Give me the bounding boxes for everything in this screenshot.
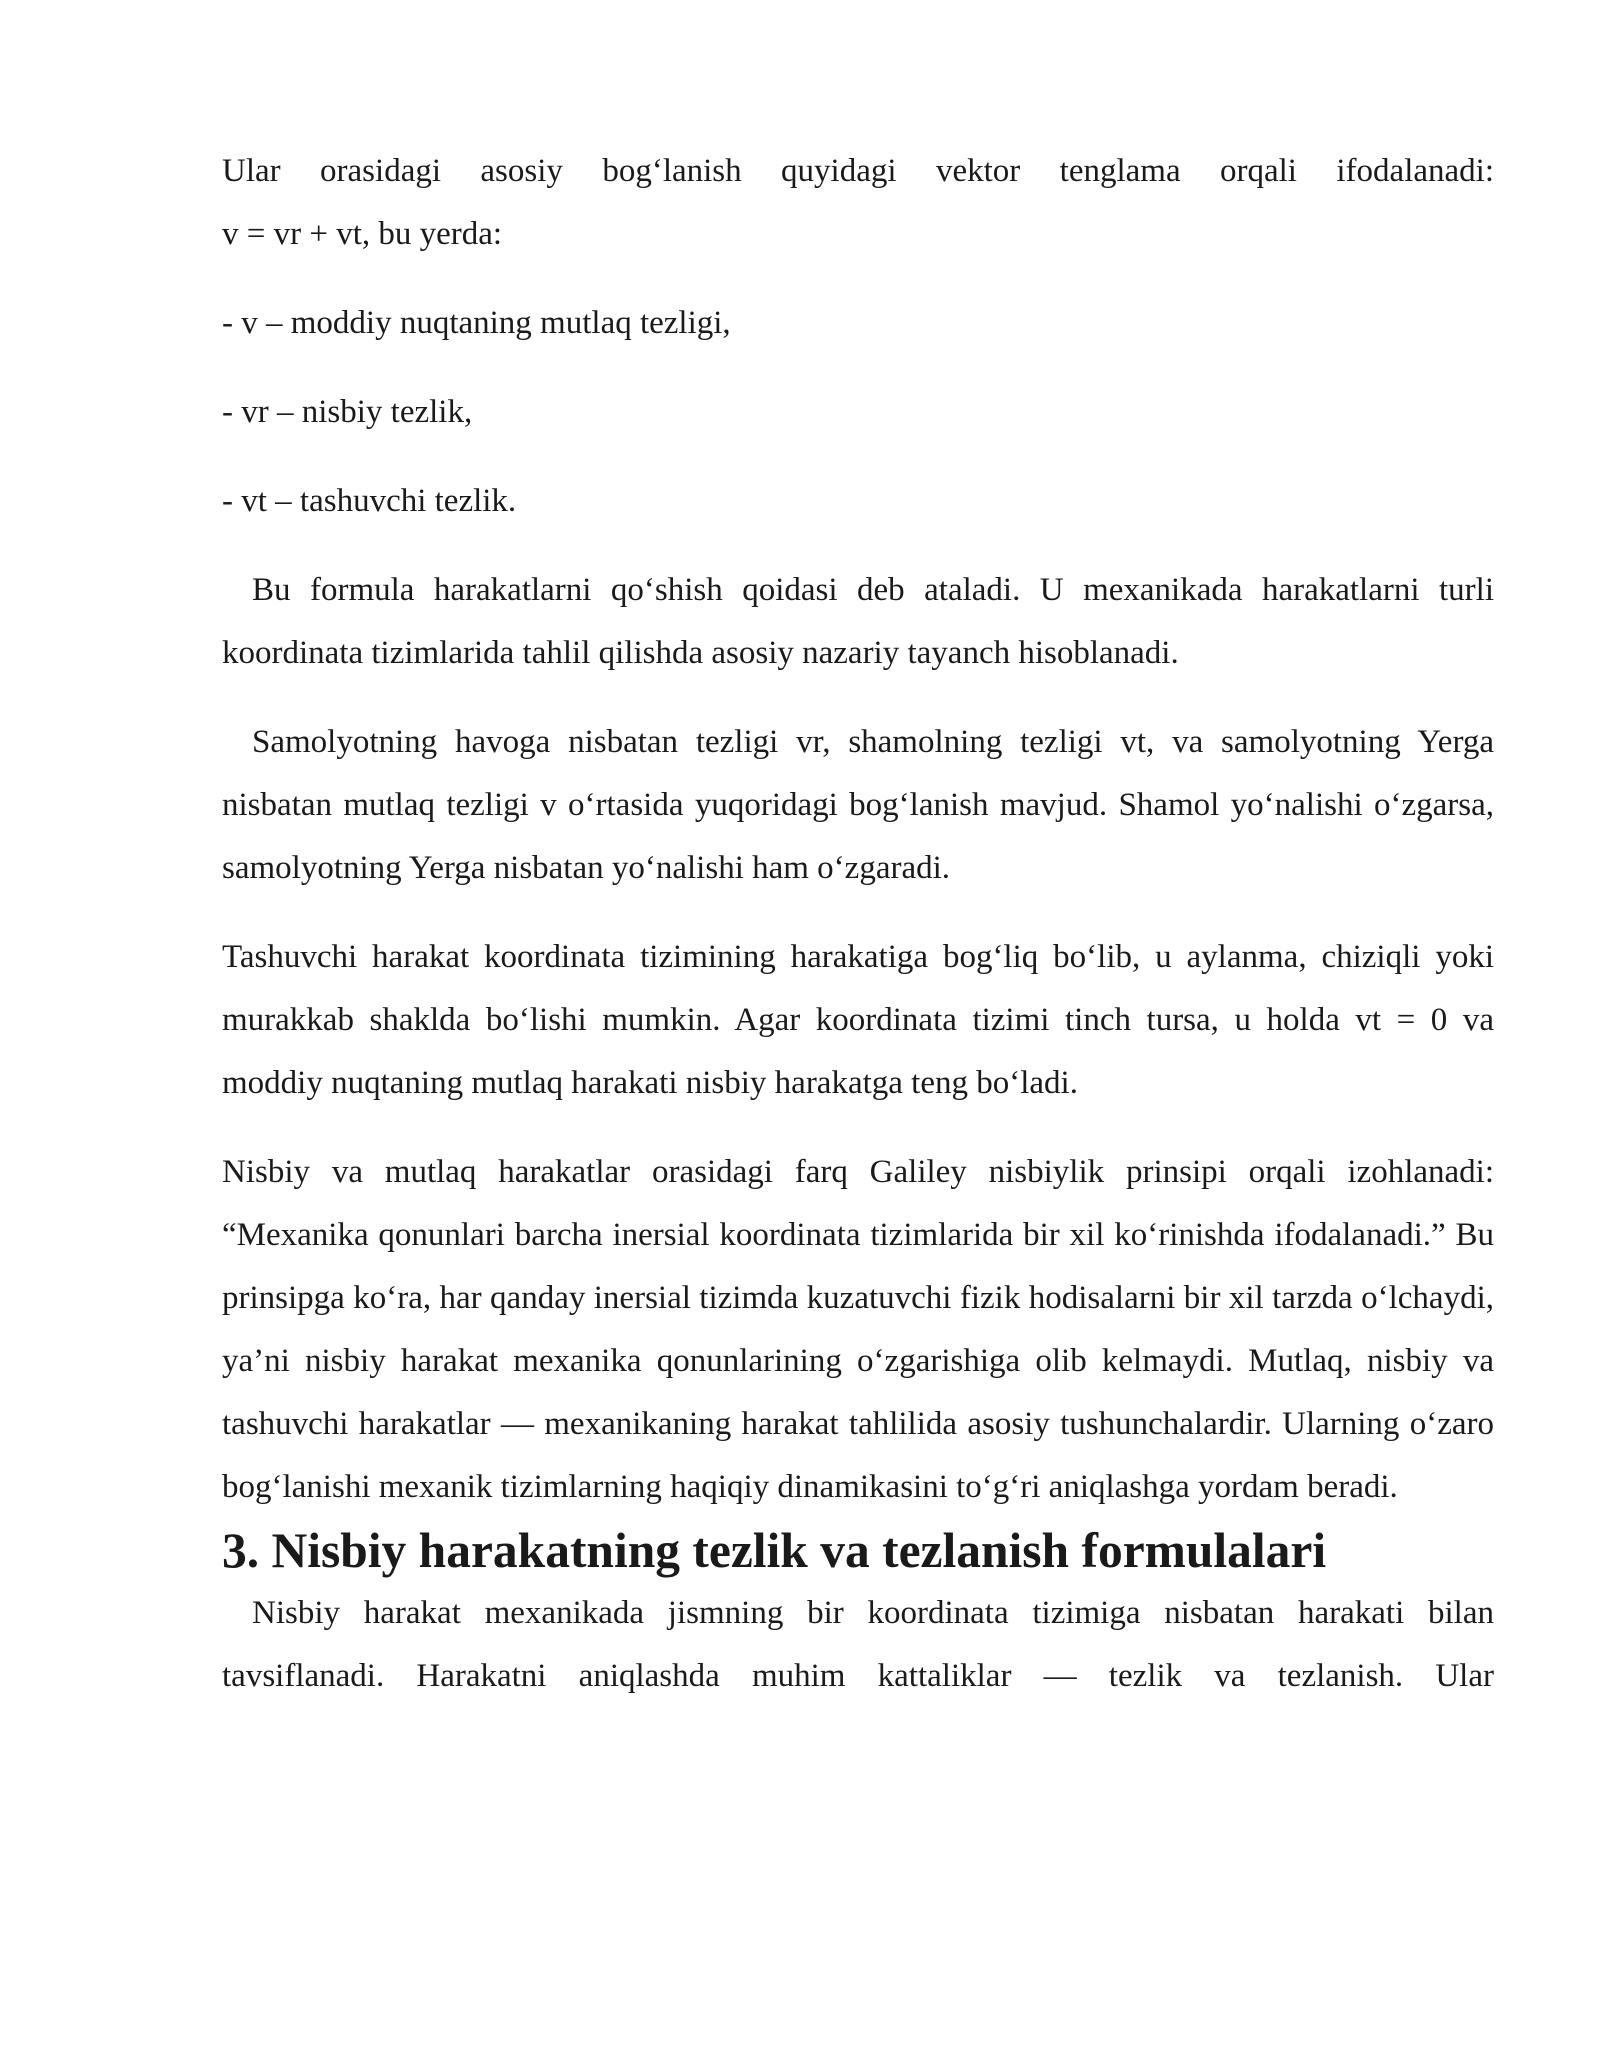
body-paragraph: Nisbiy va mutlaq harakatlar orasidagi farq Galiley nisbiylik prinsipi orqali izohlanadi: “Mexanika qonunlari barcha inersial koordinata tizimlarida bir xil ko‘rinishda ifodalanadi.” Bu prinsipga ko‘ra, har qanday inersial tizimda kuzatuvchi fizik hodisalarni bir xil tarzda o‘lchaydi, ya’ni nisbiy harakat mexanika qonunlarining o‘zgarishiga olib kelmaydi. Mutlaq, nisbiy va tashuvchi harakatlar — mexanikaning harakat tahlilida asosiy tushunchalardir. Ularning o‘zaro bog‘lanishi mexanik tizimlarning haqiqiy dinamikasini to‘g‘ri aniqlashga yordam beradi. [222,1154,1494,1505]
document-page [222,140,1494,1708]
definition-item: - vr – nisbiy tezlik, [222,394,473,430]
formula-line: v = vr + vt, bu yerda: [222,216,503,252]
definition-item: - v – moddiy nuqtaning mutlaq tezligi, [222,305,731,341]
section-heading: 3. Nisbiy harakatning tezlik va tezlanish formulalari [222,1523,1327,1578]
body-paragraph: Tashuvchi harakat koordinata tizimining harakatiga bog‘liq bo‘lib, u aylanma, chiziqli yoki murakkab shaklda bo‘lishi mumkin. Agar koordinata tizimi tinch tursa, u holda vt = 0 va moddiy nuqtaning mutlaq harakati nisbiy harakatga teng bo‘ladi. [222,939,1494,1101]
intro-paragraph: Ular orasidagi asosiy bog‘lanish quyidagi vektor tenglama orqali ifodalanadi: [222,153,1494,189]
body-paragraph: Samolyotning havoga nisbatan tezligi vr, shamolning tezligi vt, va samolyotning Yerga nisbatan mutlaq tezligi v o‘rtasida yuqoridagi bog‘lanish mavjud. Shamol yo‘nalishi o‘zgarsa, samolyotning Yerga nisbatan yo‘nalishi ham o‘zgaradi. [222,724,1494,886]
definition-list [222,292,1494,533]
definition-item: - vt – tashuvchi tezlik. [222,483,517,519]
body-paragraph: Bu formula harakatlarni qo‘shish qoidasi deb ataladi. U mexanikada harakatlarni turli koordinata tizimlarida tahlil qilishda asosiy nazariy tayanch hisoblanadi. [222,572,1494,671]
section-paragraph: Nisbiy harakat mexanikada jismning bir koordinata tizimiga nisbatan harakati bilan tavsiflanadi. Harakatni aniqlashda muhim kattaliklar — tezlik va tezlanish. Ular [222,1595,1494,1694]
